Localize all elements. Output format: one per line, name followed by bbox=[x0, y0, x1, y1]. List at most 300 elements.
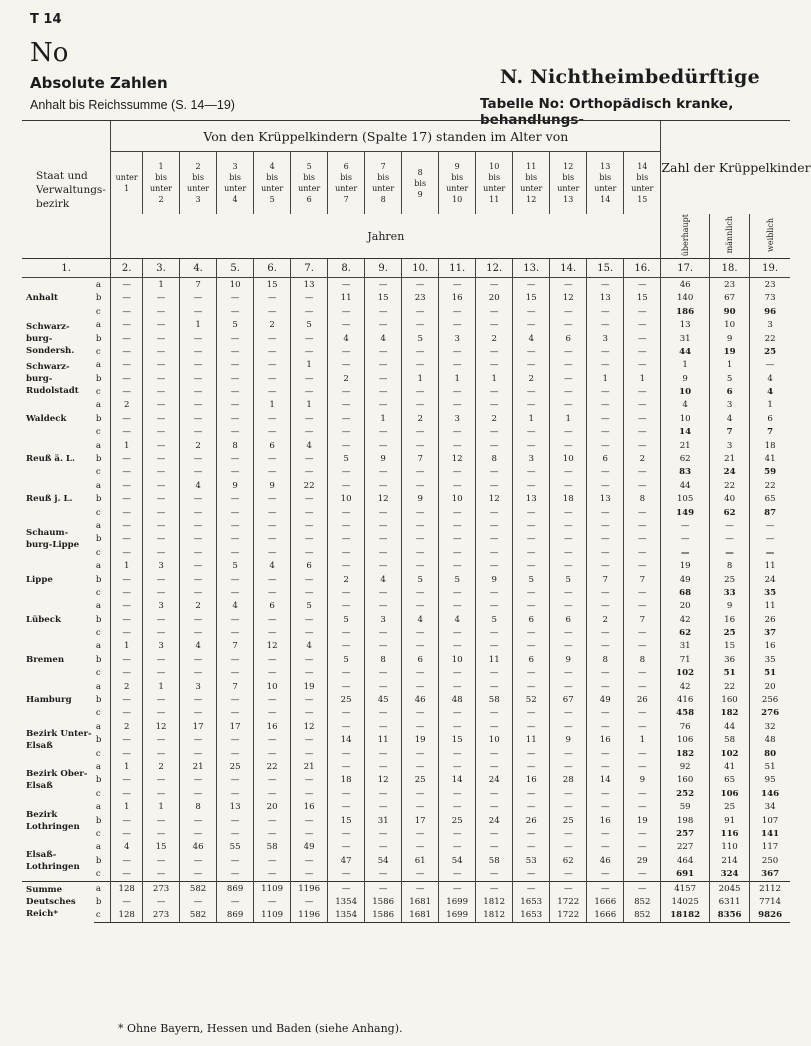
column-number: 9. bbox=[365, 259, 402, 278]
age-cell: — bbox=[111, 814, 143, 827]
page-label: T 14 bbox=[30, 12, 62, 27]
age-cell: — bbox=[143, 385, 180, 398]
age-cell: 48 bbox=[439, 693, 476, 706]
age-cell: 6 bbox=[402, 653, 439, 666]
age-cell: — bbox=[365, 881, 402, 895]
age-cell: — bbox=[513, 747, 550, 760]
column-number: 1. bbox=[22, 259, 111, 278]
age-cell: — bbox=[587, 881, 624, 895]
age-cell: — bbox=[587, 760, 624, 773]
age-cell: — bbox=[365, 827, 402, 840]
age-cell: 16 bbox=[587, 734, 624, 747]
total-cell: 20 bbox=[750, 680, 790, 693]
age-cell: — bbox=[402, 586, 439, 599]
age-cell: — bbox=[328, 359, 365, 372]
age-cell: — bbox=[624, 479, 661, 492]
age-cell: 7 bbox=[217, 640, 254, 653]
age-cell: 3 bbox=[587, 332, 624, 345]
total-cell: 49 bbox=[661, 573, 710, 586]
age-cell: — bbox=[513, 345, 550, 358]
row-letter: c bbox=[95, 346, 101, 357]
total-cell: 62 bbox=[661, 452, 710, 465]
age-cell: — bbox=[291, 506, 328, 519]
table-row bbox=[22, 707, 790, 720]
age-cell: — bbox=[111, 506, 143, 519]
age-cell: — bbox=[328, 626, 365, 639]
age-cell: — bbox=[439, 506, 476, 519]
total-cell: 22 bbox=[709, 479, 749, 492]
row-letter: b bbox=[95, 494, 102, 505]
age-cell: — bbox=[550, 479, 587, 492]
age-cell: 7 bbox=[587, 573, 624, 586]
age-cell: — bbox=[624, 385, 661, 398]
age-cell: — bbox=[439, 720, 476, 733]
age-cell: — bbox=[143, 466, 180, 479]
age-cell: — bbox=[476, 533, 513, 546]
age-cell: — bbox=[254, 426, 291, 439]
table-row bbox=[22, 426, 790, 439]
age-cell: — bbox=[587, 707, 624, 720]
age-cell: — bbox=[143, 787, 180, 800]
age-cell: 25 bbox=[439, 814, 476, 827]
total-cell: — bbox=[709, 519, 749, 532]
age-cell: 52 bbox=[513, 693, 550, 706]
row-letter: c bbox=[95, 788, 101, 799]
age-cell: — bbox=[550, 827, 587, 840]
age-cell: — bbox=[143, 332, 180, 345]
age-cell: — bbox=[513, 827, 550, 840]
age-cell: 6 bbox=[587, 452, 624, 465]
age-cell: — bbox=[143, 426, 180, 439]
total-cell: — bbox=[661, 533, 710, 546]
age-cell: — bbox=[180, 466, 217, 479]
total-cell: 257 bbox=[661, 827, 710, 840]
age-cell: 15 bbox=[328, 814, 365, 827]
age-cell: — bbox=[439, 359, 476, 372]
age-cell: 5 bbox=[550, 573, 587, 586]
age-cell: — bbox=[402, 760, 439, 773]
age-cell: — bbox=[254, 372, 291, 385]
age-cell: — bbox=[624, 881, 661, 895]
age-cell: 1812 bbox=[476, 895, 513, 908]
row-letter: b bbox=[95, 735, 102, 746]
age-cell: 10 bbox=[550, 452, 587, 465]
age-cell: — bbox=[402, 359, 439, 372]
age-cell: — bbox=[513, 519, 550, 532]
age-cell: — bbox=[550, 399, 587, 412]
ueberhaupt-header: überhaupt bbox=[661, 214, 710, 259]
age-cell: 1354 bbox=[328, 909, 365, 923]
age-cell: — bbox=[624, 466, 661, 479]
age-cell: 4 bbox=[254, 559, 291, 572]
age-cell: — bbox=[439, 747, 476, 760]
age-cell: — bbox=[111, 895, 143, 908]
age-cell: — bbox=[587, 827, 624, 840]
row-letter: a bbox=[95, 601, 102, 612]
age-cell: — bbox=[143, 372, 180, 385]
age-cell: 22 bbox=[254, 760, 291, 773]
table-row bbox=[22, 345, 790, 358]
age-cell: — bbox=[624, 305, 661, 318]
age-cell: 10 bbox=[328, 493, 365, 506]
age-cell: 14 bbox=[439, 774, 476, 787]
age-cell: — bbox=[180, 305, 217, 318]
age-cell: — bbox=[180, 426, 217, 439]
table-row bbox=[22, 640, 790, 653]
total-cell: 117 bbox=[750, 841, 790, 854]
age-cell: — bbox=[513, 318, 550, 331]
total-cell: — bbox=[709, 546, 749, 559]
row-letter: b bbox=[95, 896, 102, 907]
age-cell: — bbox=[291, 653, 328, 666]
age-cell: — bbox=[365, 479, 402, 492]
total-cell: 3 bbox=[750, 318, 790, 331]
row-letter: b bbox=[95, 413, 102, 424]
age-cell: — bbox=[476, 318, 513, 331]
age-cell: 16 bbox=[291, 800, 328, 813]
total-cell: 22 bbox=[750, 332, 790, 345]
age-cell: — bbox=[254, 305, 291, 318]
total-cell: 140 bbox=[661, 292, 710, 305]
age-cell: 4 bbox=[180, 479, 217, 492]
age-cell: 10 bbox=[439, 653, 476, 666]
age-cell: — bbox=[143, 546, 180, 559]
age-cell: — bbox=[328, 680, 365, 693]
age-cell: — bbox=[111, 747, 143, 760]
age-cell: 1354 bbox=[328, 895, 365, 908]
age-cell: — bbox=[550, 760, 587, 773]
age-cell: — bbox=[180, 774, 217, 787]
table-row bbox=[22, 318, 790, 331]
age-cell: 5 bbox=[476, 613, 513, 626]
age-cell: 1699 bbox=[439, 909, 476, 923]
age-cell: 17 bbox=[217, 720, 254, 733]
age-cell: 8 bbox=[587, 653, 624, 666]
total-cell: 51 bbox=[750, 760, 790, 773]
age-cell: — bbox=[513, 385, 550, 398]
age-cell: — bbox=[291, 827, 328, 840]
age-col-header: 11 bis unter 12 bbox=[513, 152, 550, 215]
age-cell: — bbox=[254, 519, 291, 532]
total-cell: 250 bbox=[750, 854, 790, 867]
table-row bbox=[22, 626, 790, 639]
age-cell: — bbox=[143, 318, 180, 331]
table-row bbox=[22, 800, 790, 813]
age-cell: — bbox=[439, 600, 476, 613]
row-letter: a bbox=[95, 802, 102, 813]
age-cell: 26 bbox=[513, 814, 550, 827]
age-cell: — bbox=[254, 586, 291, 599]
age-cell: — bbox=[365, 426, 402, 439]
age-cell: — bbox=[513, 680, 550, 693]
table-row bbox=[22, 613, 790, 626]
total-cell: 96 bbox=[750, 305, 790, 318]
age-cell: — bbox=[217, 653, 254, 666]
age-cell: — bbox=[624, 559, 661, 572]
total-cell: 5 bbox=[709, 372, 749, 385]
age-cell: — bbox=[217, 493, 254, 506]
region-name: Anhalt bbox=[26, 293, 58, 304]
table-row bbox=[22, 493, 790, 506]
age-cell: — bbox=[180, 814, 217, 827]
age-cell: 1666 bbox=[587, 895, 624, 908]
age-cell: 5 bbox=[291, 600, 328, 613]
region-name: Bremen bbox=[26, 654, 65, 665]
number-label: No bbox=[30, 38, 69, 68]
age-cell: — bbox=[439, 881, 476, 895]
age-cell: — bbox=[328, 640, 365, 653]
age-cell: 1 bbox=[111, 800, 143, 813]
age-cell: — bbox=[402, 600, 439, 613]
table-row bbox=[22, 760, 790, 773]
maennlich-header: männlich bbox=[709, 214, 749, 259]
age-cell: — bbox=[217, 707, 254, 720]
age-cell: — bbox=[402, 827, 439, 840]
age-cell: — bbox=[513, 881, 550, 895]
age-cell: 582 bbox=[180, 909, 217, 923]
age-cell: — bbox=[624, 359, 661, 372]
age-cell: 58 bbox=[254, 841, 291, 854]
age-cell: 54 bbox=[365, 854, 402, 867]
total-cell: 4 bbox=[750, 372, 790, 385]
total-cell: 276 bbox=[750, 707, 790, 720]
range-left: Anhalt bis Reichssumme (S. 14—19) bbox=[30, 98, 235, 112]
age-cell: 7 bbox=[217, 680, 254, 693]
age-cell: — bbox=[587, 439, 624, 452]
total-cell: 7 bbox=[750, 426, 790, 439]
age-cell: — bbox=[402, 707, 439, 720]
age-cell: — bbox=[439, 680, 476, 693]
age-cell: 3 bbox=[143, 600, 180, 613]
table-row bbox=[22, 586, 790, 599]
age-cell: — bbox=[291, 385, 328, 398]
age-cell: — bbox=[476, 881, 513, 895]
age-cell: — bbox=[624, 787, 661, 800]
age-cell: 1196 bbox=[291, 881, 328, 895]
age-cell: — bbox=[476, 760, 513, 773]
total-cell: 21 bbox=[709, 452, 749, 465]
age-cell: 3 bbox=[365, 613, 402, 626]
total-cell: 19 bbox=[661, 559, 710, 572]
age-cell: 4 bbox=[217, 600, 254, 613]
age-cell: — bbox=[587, 533, 624, 546]
age-cell: — bbox=[143, 452, 180, 465]
row-letter: b bbox=[95, 614, 102, 625]
total-cell: 23 bbox=[750, 278, 790, 292]
column-number: 18. bbox=[709, 259, 749, 278]
age-cell: — bbox=[587, 747, 624, 760]
total-cell: — bbox=[750, 533, 790, 546]
column-number: 13. bbox=[513, 259, 550, 278]
age-cell: — bbox=[439, 278, 476, 292]
age-cell: — bbox=[365, 787, 402, 800]
total-cell: 6 bbox=[709, 385, 749, 398]
age-cell: — bbox=[111, 466, 143, 479]
total-cell: 51 bbox=[709, 667, 749, 680]
age-cell: 5 bbox=[513, 573, 550, 586]
age-cell: — bbox=[402, 881, 439, 895]
age-cell: — bbox=[513, 559, 550, 572]
total-cell: 24 bbox=[750, 573, 790, 586]
age-cell: — bbox=[550, 519, 587, 532]
age-cell: — bbox=[328, 667, 365, 680]
age-cell: — bbox=[365, 318, 402, 331]
age-cell: 11 bbox=[476, 653, 513, 666]
age-cell: 4 bbox=[439, 613, 476, 626]
age-cell: 128 bbox=[111, 909, 143, 923]
age-cell: 9 bbox=[550, 653, 587, 666]
age-cell: 28 bbox=[550, 774, 587, 787]
age-cell: 273 bbox=[143, 909, 180, 923]
age-cell: 8 bbox=[624, 493, 661, 506]
age-cell: — bbox=[624, 345, 661, 358]
age-cell: — bbox=[328, 720, 365, 733]
age-cell: — bbox=[111, 292, 143, 305]
age-cell: — bbox=[291, 586, 328, 599]
table-row bbox=[22, 466, 790, 479]
total-cell: 42 bbox=[661, 613, 710, 626]
age-cell: — bbox=[291, 466, 328, 479]
age-cell: — bbox=[624, 399, 661, 412]
age-cell: 21 bbox=[291, 760, 328, 773]
age-cell: 4 bbox=[291, 640, 328, 653]
age-cell: — bbox=[111, 372, 143, 385]
total-cell: 464 bbox=[661, 854, 710, 867]
table-row bbox=[22, 653, 790, 666]
age-cell: — bbox=[328, 586, 365, 599]
total-cell: 25 bbox=[750, 345, 790, 358]
total-cell: 6 bbox=[750, 412, 790, 425]
age-cell: — bbox=[180, 493, 217, 506]
age-cell: 1 bbox=[550, 412, 587, 425]
region-name: Lippe bbox=[26, 574, 53, 585]
age-cell: 4 bbox=[180, 640, 217, 653]
age-cell: — bbox=[180, 385, 217, 398]
age-cell: — bbox=[365, 506, 402, 519]
age-cell: 9 bbox=[365, 452, 402, 465]
age-cell: — bbox=[439, 867, 476, 881]
age-cell: 25 bbox=[217, 760, 254, 773]
age-cell: — bbox=[624, 318, 661, 331]
row-letter: a bbox=[95, 641, 102, 652]
age-cell: — bbox=[143, 814, 180, 827]
age-cell: 45 bbox=[365, 693, 402, 706]
total-cell: 65 bbox=[709, 774, 749, 787]
total-cell: — bbox=[709, 533, 749, 546]
age-cell: 14 bbox=[587, 774, 624, 787]
total-cell: 1 bbox=[661, 359, 710, 372]
age-cell: — bbox=[111, 479, 143, 492]
total-cell: 48 bbox=[750, 734, 790, 747]
total-cell: 18182 bbox=[661, 909, 710, 923]
age-cell: — bbox=[143, 519, 180, 532]
age-cell: — bbox=[550, 667, 587, 680]
age-cell: — bbox=[111, 359, 143, 372]
age-cell: — bbox=[180, 653, 217, 666]
age-cell: 23 bbox=[402, 292, 439, 305]
total-cell: 102 bbox=[661, 667, 710, 680]
age-cell: — bbox=[587, 680, 624, 693]
age-col-header: 4 bis unter 5 bbox=[254, 152, 291, 215]
age-cell: — bbox=[439, 707, 476, 720]
age-cell: — bbox=[254, 895, 291, 908]
total-cell: 22 bbox=[709, 680, 749, 693]
age-cell: 5 bbox=[217, 559, 254, 572]
total-cell: 10 bbox=[709, 318, 749, 331]
age-cell: 1 bbox=[439, 372, 476, 385]
age-cell: — bbox=[439, 787, 476, 800]
age-cell: — bbox=[439, 305, 476, 318]
age-cell: 12 bbox=[143, 720, 180, 733]
age-cell: — bbox=[217, 895, 254, 908]
age-cell: 7 bbox=[180, 278, 217, 292]
row-letter: a bbox=[95, 681, 102, 692]
age-cell: 1 bbox=[254, 399, 291, 412]
total-cell: 146 bbox=[750, 787, 790, 800]
total-cell: 87 bbox=[750, 506, 790, 519]
total-cell: 7 bbox=[709, 426, 749, 439]
column-number: 7. bbox=[291, 259, 328, 278]
age-cell: — bbox=[328, 318, 365, 331]
age-cell: — bbox=[439, 345, 476, 358]
column-number: 17. bbox=[661, 259, 710, 278]
age-cell: — bbox=[328, 426, 365, 439]
table-row bbox=[22, 814, 790, 827]
age-cell: 13 bbox=[587, 292, 624, 305]
age-cell: — bbox=[439, 426, 476, 439]
region-name: Schwarz- burg- Sondersh. bbox=[26, 321, 75, 356]
age-group-header: Von den Krüppelkindern (Spalte 17) standen im Alter von bbox=[111, 121, 661, 152]
age-cell: 3 bbox=[439, 332, 476, 345]
age-cell: — bbox=[143, 895, 180, 908]
age-col-header: 7 bis unter 8 bbox=[365, 152, 402, 215]
age-cell: 17 bbox=[402, 814, 439, 827]
age-cell: 49 bbox=[291, 841, 328, 854]
age-cell: 1586 bbox=[365, 909, 402, 923]
age-cell: — bbox=[291, 573, 328, 586]
age-cell: 15 bbox=[624, 292, 661, 305]
region-name: Reuß j. L. bbox=[26, 494, 73, 505]
age-cell: 9 bbox=[217, 479, 254, 492]
table-row bbox=[22, 774, 790, 787]
age-cell: 11 bbox=[365, 734, 402, 747]
row-letter: a bbox=[95, 360, 102, 371]
age-cell: 31 bbox=[365, 814, 402, 827]
age-cell: — bbox=[439, 827, 476, 840]
age-cell: — bbox=[328, 278, 365, 292]
total-cell: — bbox=[661, 519, 710, 532]
region-name: Schaum- burg-Lippe bbox=[26, 528, 80, 551]
age-cell: — bbox=[513, 707, 550, 720]
age-cell: 1722 bbox=[550, 909, 587, 923]
age-cell: — bbox=[180, 854, 217, 867]
age-cell: 9 bbox=[476, 573, 513, 586]
age-cell: — bbox=[476, 385, 513, 398]
age-cell: — bbox=[624, 841, 661, 854]
age-cell: — bbox=[217, 546, 254, 559]
age-cell: — bbox=[291, 774, 328, 787]
age-cell: — bbox=[587, 426, 624, 439]
age-cell: — bbox=[587, 359, 624, 372]
age-cell: 8 bbox=[624, 653, 661, 666]
total-cell: 4 bbox=[709, 412, 749, 425]
age-cell: 5 bbox=[402, 573, 439, 586]
table-row bbox=[22, 506, 790, 519]
age-cell: — bbox=[254, 747, 291, 760]
row-letter: a bbox=[95, 561, 102, 572]
age-cell: — bbox=[513, 533, 550, 546]
age-cell: 1586 bbox=[365, 895, 402, 908]
